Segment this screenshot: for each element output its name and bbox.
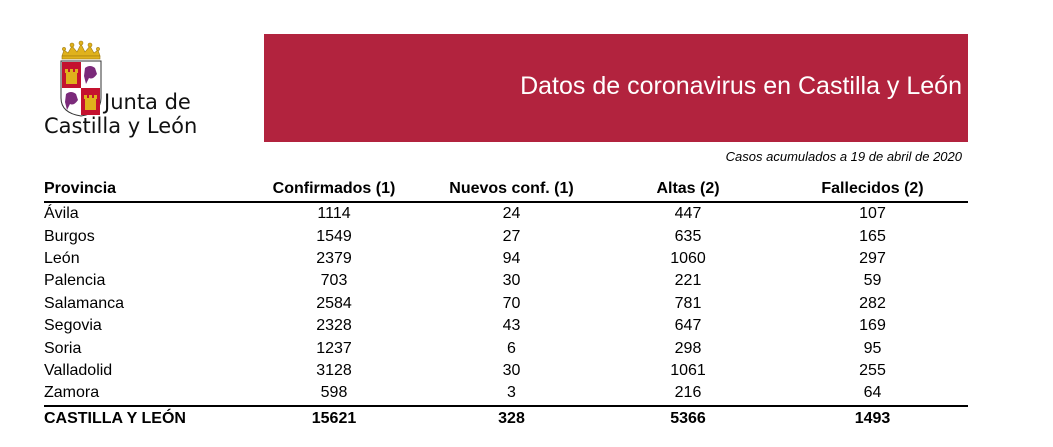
cell-fallecidos: 64 [863, 384, 882, 402]
total-altas: 5366 [599, 406, 777, 432]
cases-table [44, 177, 968, 432]
total-fallecidos: 1493 [777, 406, 968, 432]
logo-line-2: Castilla y León [44, 114, 198, 138]
logo-text [44, 90, 197, 138]
cell-fallecidos: 95 [863, 339, 882, 357]
cell-confirmados: 1114 [317, 205, 351, 223]
table-header-row [44, 177, 968, 202]
cell-altas: 1060 [670, 249, 706, 267]
total-nuevos: 328 [424, 406, 599, 432]
table-row [44, 202, 968, 225]
table-row [44, 248, 968, 270]
cell-nuevos: 70 [502, 294, 521, 312]
cell-nuevos: 24 [502, 205, 521, 223]
junta-logo [44, 40, 214, 140]
table-row [44, 315, 968, 337]
title-banner [264, 34, 968, 142]
cell-fallecidos: 59 [863, 272, 882, 290]
cell-nuevos: 30 [502, 361, 521, 379]
cell-confirmados: 2584 [316, 294, 352, 312]
cell-confirmados: 2328 [316, 317, 352, 335]
total-label: CASTILLA Y LEÓN [44, 406, 244, 432]
cell-nuevos: 3 [507, 384, 516, 402]
cell-fallecidos: 165 [859, 227, 886, 245]
cell-altas: 221 [674, 272, 702, 290]
cell-altas: 647 [674, 317, 702, 335]
cell-altas: 781 [674, 294, 702, 312]
cell-nuevos: 94 [502, 249, 521, 267]
table-row [44, 360, 968, 382]
cell-nuevos: 43 [502, 317, 521, 335]
cell-provincia: Valladolid [44, 361, 113, 379]
header-altas: Altas (2) [599, 177, 777, 202]
cell-confirmados: 598 [320, 384, 348, 402]
table-row [44, 225, 968, 247]
header-nuevos: Nuevos conf. (1) [424, 177, 599, 202]
cell-fallecidos: 255 [859, 361, 886, 379]
cell-confirmados: 1549 [316, 227, 352, 245]
cell-altas: 298 [674, 339, 702, 357]
cell-provincia: Ávila [44, 205, 79, 223]
cell-altas: 635 [674, 227, 702, 245]
logo-line-1: Junta de [104, 90, 191, 114]
cell-altas: 1061 [670, 361, 706, 379]
cell-confirmados: 703 [320, 272, 348, 290]
header-confirmados: Confirmados (1) [244, 177, 424, 202]
table-row [44, 293, 968, 315]
cell-nuevos: 27 [502, 227, 521, 245]
cell-provincia: Palencia [44, 272, 106, 290]
date-subtitle: Casos acumulados a 19 de abril de 2020 [725, 149, 962, 164]
cell-fallecidos: 297 [859, 249, 886, 267]
cell-fallecidos: 107 [859, 205, 886, 223]
page-title: Datos de coronavirus en Castilla y León [520, 72, 962, 100]
total-row [44, 406, 968, 432]
header-fallecidos: Fallecidos (2) [777, 177, 968, 202]
cell-confirmados: 2379 [316, 249, 352, 267]
cell-nuevos: 30 [502, 272, 521, 290]
cell-provincia: Segovia [44, 317, 102, 335]
cell-provincia: Soria [44, 339, 82, 357]
header-provincia: Provincia [44, 177, 244, 202]
table-row [44, 382, 968, 405]
total-confirmados: 15621 [244, 406, 424, 432]
cell-provincia: León [44, 249, 80, 267]
cell-fallecidos: 169 [859, 317, 886, 335]
cell-nuevos: 6 [507, 339, 516, 357]
cell-confirmados: 1237 [316, 339, 352, 357]
table-row [44, 270, 968, 292]
cell-provincia: Burgos [44, 227, 95, 245]
cell-altas: 447 [674, 205, 702, 223]
table-row [44, 337, 968, 359]
cell-fallecidos: 282 [859, 294, 886, 312]
cell-confirmados: 3128 [316, 361, 352, 379]
cell-provincia: Zamora [44, 384, 100, 402]
cell-altas: 216 [674, 384, 702, 402]
cell-provincia: Salamanca [44, 294, 125, 312]
